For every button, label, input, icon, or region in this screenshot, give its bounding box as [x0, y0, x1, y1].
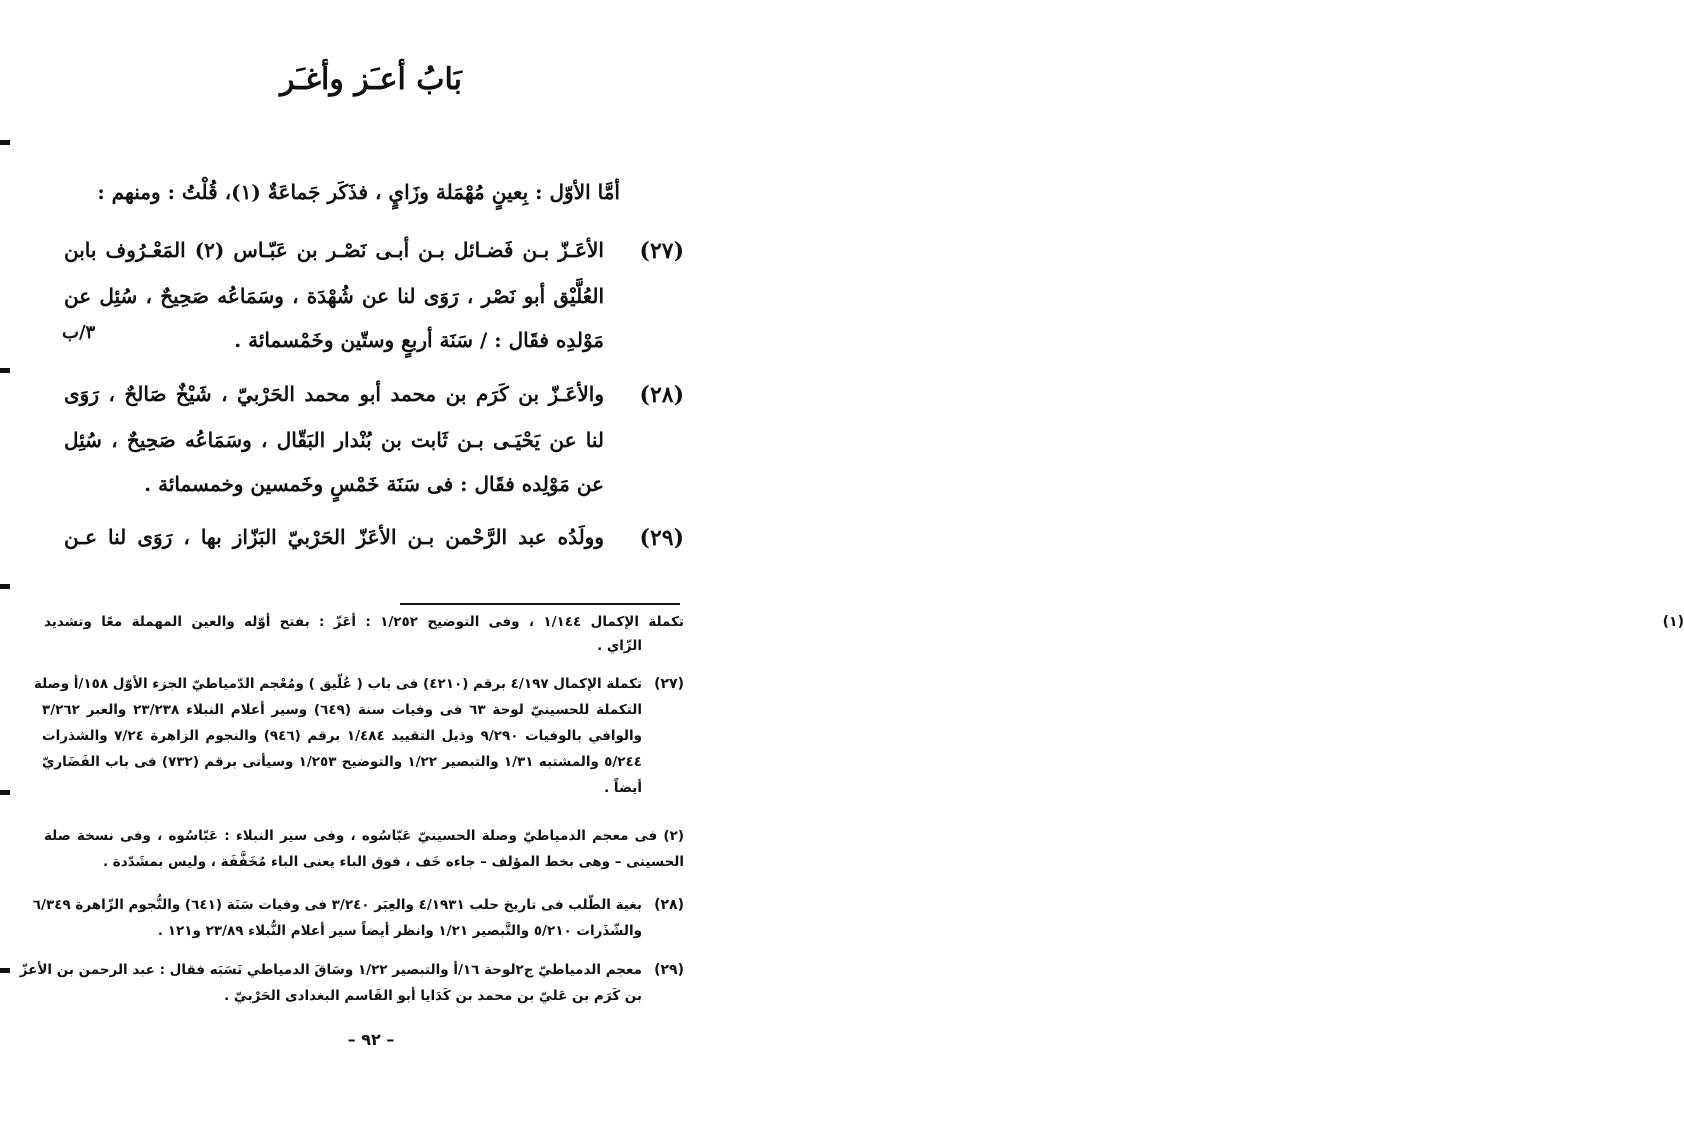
footnote-separator: [400, 603, 680, 605]
footnote-line: الحسينى – وهى بخط المؤلف – جاءه خَف ، فوق الباء يعنى الباء مُخَفَّفَة ، وليس بمشَدّدة .: [102, 854, 684, 870]
footnote-1: [44, 614, 1684, 664]
entry-line: لنا عن يَحْيَـى بـن ثَابت بن بُنْدار البَقّال ، وسَمَاعُه صَحِيحٌ ، سُئِل: [64, 428, 604, 452]
scan-edge-mark: [0, 790, 10, 795]
entry-number: (٢٧): [639, 238, 684, 264]
entry-number: (٢٨): [639, 382, 684, 408]
scan-edge-mark: [0, 368, 10, 373]
intro-paragraph: أمَّا الأوّل : بِعينٍ مُهْمَلة وزَايٍ ، فذَكَر جَماعَةٌ (١)، قُلْتُ : ومنهم :: [97, 180, 620, 204]
footnote-line: تكملة الإكمال ١/١٤٤ ، وفى التوضيح ١/٢٥٢ : أعَزّ : بفتح أوّله والعين المهملة معًا وتشديد: [44, 614, 684, 630]
entry-29: [54, 525, 684, 565]
footnote-2: [44, 828, 684, 880]
footnote-line: والوافي بالوفيات ٩/٢٩٠ وذيل التقييد ١/٤٨٤ برقم (٩٤٦) والنجوم الزاهرة ٧/٢٤ والشذرات: [42, 728, 643, 744]
footnote-number: (٢٩): [654, 962, 684, 978]
entry-line: الأعَـزّ بـن فَضـائل بـن أبـى نَصْـر بن عَبّـاس (٢) المَعْـرُوف بابن: [64, 238, 604, 262]
entry-line: العُلَّيْق أبو نَصْر ، رَوَى لنا عن شُهْدَة ، وسَمَاعُه صَحِيحٌ ، سُئِل عن: [64, 284, 604, 308]
footnote-line: ٥/٢٤٤ والمشتبه ١/٣١ والتبصير ١/٢٢ والتوضيح ١/٢٥٣ وسيأتى برقم (٧٣٢) فى باب الفَضَاريّ: [42, 754, 643, 770]
entry-line: والأعَـزّ بن كَرَم بن محمد أبو محمد الحَرْبيّ ، شَيْخٌ صَالحٌ ، رَوَى: [64, 382, 604, 406]
margin-folio-mark: ٣/ب: [62, 322, 96, 343]
footnote-line: والشّذَرات ٥/٢١٠ والتَّبصير ١/٢١ وانظر أيضاً سير أعلام النُّبلاء ٢٣/٨٩ و١٢١ .: [157, 923, 642, 939]
footnote-line: تكملة الإكمال ٤/١٩٧ برقم (٤٢١٠) فى باب ( عُلّيق ) ومُعْجم الدّمياطيّ الجزء الأوّل ١٥٨/أ وصلة: [33, 676, 642, 692]
footnote-number: (٢٧): [654, 676, 684, 692]
footnote-number: (١): [1662, 614, 1684, 630]
footnote-line: الزّاي .: [597, 638, 642, 654]
entry-line: عن مَوْلِده فقَال : فى سَنَة خَمْسٍ وخَمسين وخمسمائة .: [144, 472, 604, 496]
entry-line: وولَدُه عبد الرَّحْمن بـن الأعَزّ الحَرْبيّ البَزّاز بها ، رَوَى لنا عـن: [64, 525, 604, 549]
entry-27: [54, 238, 684, 368]
entry-line: مَوْلدِه فقَال : / سَنَة أربعٍ وستّين وخَمْسمائة .: [234, 328, 604, 352]
scan-edge-mark: [0, 584, 10, 589]
footnote-number: (٢٨): [654, 897, 684, 913]
footnote-line: التكملة للحسينيّ لوحة ٦٣ فى وفيات سنة (٦٤٩) وسير أعلام النبلاء ٢٣/٢٣٨ والعبر ٣/٢٦٢: [42, 702, 642, 718]
footnote-line: (٢) فى معجم الدمياطيّ وصلة الحسينيّ عَبّاسُوه ، وفى سير النبلاء : عَبّاسُوه ، وفى نسخة صلة: [44, 828, 684, 844]
entry-28: [54, 382, 684, 512]
footnote-line: بن كَرَم بن عَليّ بن محمد بن كَدَايا أبو القَاسم البغدادى الحَرْبيّ .: [224, 988, 642, 1004]
entry-number: (٢٩): [639, 525, 684, 551]
scan-edge-mark: [0, 968, 10, 973]
footnote-line: بغية الطّلب فى تاريخ حلب ٤/١٩٣١ والعِبَر ٣/٢٤٠ فى وفيات سَنَة (٦٤١) والنُّجوم الزّاهرة ٦/٣٤٩: [32, 897, 642, 913]
footnote-line: معجم الدمياطيّ ج٢لوحة ١٦/أ والتبصير ١/٢٢ وسَاقَ الدمياطي نَسَبَه فقال : عبد الرحمن بن الأعزّ: [19, 962, 642, 978]
footnote-29: [19, 962, 684, 1014]
footnote-28: [32, 897, 684, 949]
scan-edge-mark: [0, 140, 10, 145]
page-number: – ٩٢ –: [347, 1030, 395, 1049]
chapter-title: بَابُ أعـَز وأغـَر: [279, 62, 463, 97]
footnote-27: [33, 676, 684, 816]
footnote-line: أيضاً .: [604, 780, 642, 796]
